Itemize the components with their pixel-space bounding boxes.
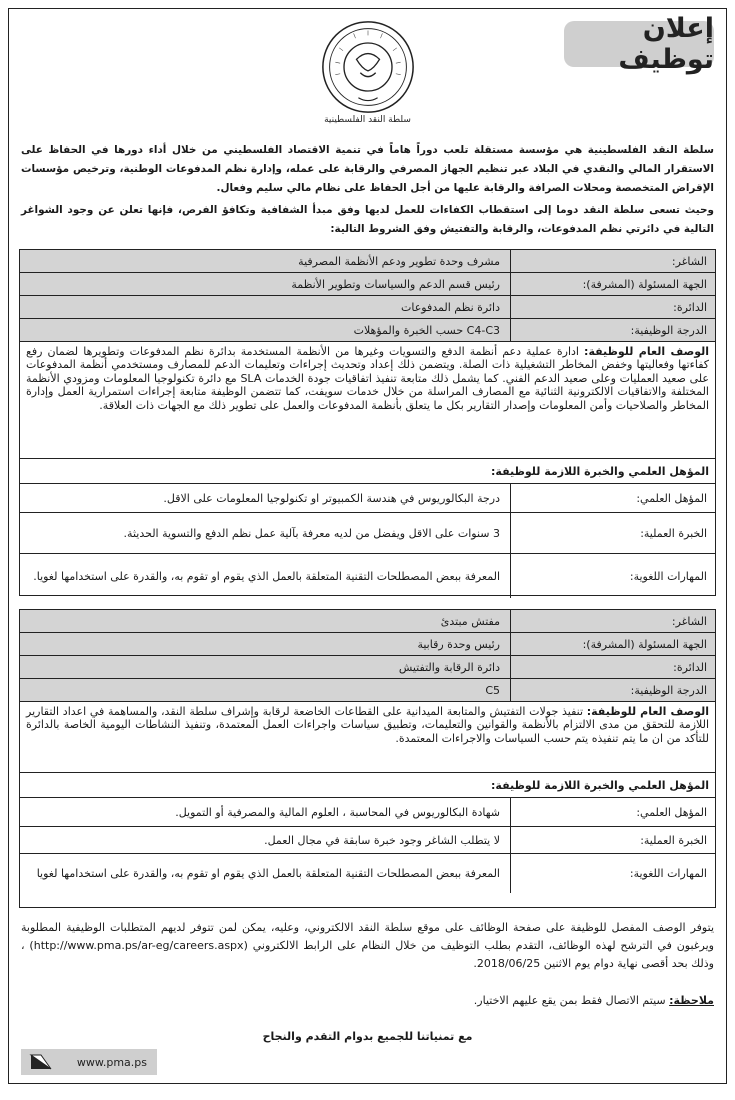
description-text: ادارة عملية دعم أنظمة الدفع والتسويات وغيرها من الأنظمة المستخدمة بدائرة نظم المدفوعات وتطويرها لضمان رفع كفاءتها وفعاليتها وخفض المخاطر التشغيلية ذات الصلة. ويتضمن ذلك إعداد وتحديث إجراءات وتعليمات الدعم للمصارف ومستخدمي أنظمة المدفوعات على صعيد العمليات وعلى صعيد الدعم الفني. كما يشمل ذلك متابعة تنفيذ اتفاقيات جودة الخدمات SLA مع دائرة تكنولوجيا المعلومات ومزودي الأنظمة المختلفة والاتفاقيات الالكترونية الثنائية مع المصارف المراسلة من خلال خدمات سويفت، كما تتضمن الوظيفة متابعة إجراءات استمرارية العمل وإدارة المخاطر والصلاحيات وأمن المعلومات وإصدار التقارير بكل ما يتعلق بأنظمة المدفوعات والعمل على تطوير ذلك مع الجهات ذات العلاقة. (26, 345, 710, 412)
intro-section (21, 141, 714, 242)
skills-value: المعرفة ببعض المصطلحات التقنية المتعلقة بالعمل الذي يقوم او تقوم به، والقدرة على استخدامها لغويا (36, 867, 500, 880)
vacancy-row (20, 610, 715, 633)
vacancy-value: مشرف وحدة تطوير ودعم الأنظمة المصرفية (20, 250, 510, 272)
qualification-heading-row (20, 773, 715, 798)
grade-label: الدرجة الوظيفية: (510, 679, 715, 701)
skills-row (20, 854, 715, 893)
description-text: تنفيذ جولات التفتيش والمتابعة الميدانية على القطاعات الخاضعة لرقابة وإشراف سلطة النقد، والمساهمة في اعداد التقارير اللازمة للتحقق من مدى الالتزام بالأنظمة والقوانين والتعليمات، وتطبيق سياسات واجراءات العمل المعتمدة، وتنفيذ النشاطات اليومية الخاصة بالدائرة للتأكد من ان ما يتم تنفيذه يتم حسب السياسات والاجراءات المعتمدة. (26, 705, 709, 745)
skills-row (20, 554, 715, 598)
education-row (20, 484, 715, 513)
organization-name: سلطة النقد الفلسطينية (324, 115, 411, 125)
grade-label: الدرجة الوظيفية: (510, 319, 715, 341)
department-value: دائرة نظم المدفوعات (20, 296, 510, 318)
qualification-heading: المؤهل العلمي والخبرة اللازمة للوظيفة: (491, 464, 709, 478)
department-value: دائرة الرقابة والتفتيش (20, 656, 510, 678)
experience-label: الخبرة العملية: (510, 513, 715, 553)
grade-row (20, 679, 715, 702)
note (21, 994, 714, 1007)
education-value: شهادة البكالوريوس في المحاسبة ، العلوم المالية والمصرفية أو التمويل. (175, 805, 500, 819)
department-row (20, 296, 715, 319)
department-row (20, 656, 715, 679)
experience-row (20, 513, 715, 554)
vacancy-label: الشاغر: (510, 610, 715, 632)
job-table-2 (19, 609, 716, 908)
skills-label: المهارات اللغوية: (510, 854, 715, 893)
education-value: درجة البكالوريوس في هندسة الكمبيوتر او تكنولوجيا المعلومات على الاقل. (163, 491, 500, 505)
ad-type-badge: إعلان توظيف (564, 21, 714, 67)
closing-wish: مع تمنياتنا للجميع بدوام التقدم والنجاح (262, 1030, 473, 1043)
grade-value: C4-C3 حسب الخبرة والمؤهلات (20, 319, 510, 341)
job-description (20, 702, 715, 772)
department-label: الدائرة: (510, 656, 715, 678)
application-instructions: يتوفر الوصف المفصل للوظيفة على صفحة الوظائف على موقع سلطة النقد الالكتروني، وعليه، يمكن لمن تتوفر لديهم المتطلبات الوظيفية المطلوبة ويرغبون في الترشح لهذه الوظائف، التقدم بطلب التوظيف من خلال النظام على الرابط الالكتروني (http://www.pma.ps/ar-eg/careers.aspx) ، وذلك بحد أقصى نهاية دوام يوم الاثنين 2018/06/25. (21, 921, 714, 970)
job-table-1 (19, 249, 716, 596)
experience-value: لا يتطلب الشاغر وجود خبرة سابقة في مجال العمل. (264, 833, 500, 847)
supervisor-row (20, 633, 715, 656)
vacancy-value: مفتش مبتدئ (20, 610, 510, 632)
department-label: الدائرة: (510, 296, 715, 318)
description-row (20, 702, 715, 773)
website-link[interactable]: www.pma.ps (76, 1055, 147, 1069)
intro-paragraph-1: سلطة النقد الفلسطينية هي مؤسسة مستقلة تلعب دوراً هاماً في تنمية الاقتصاد الفلسطيني من خلال أداء دورها في الحفاظ على الاستقرار المالي والنقدي في البلاد عبر تنظيم الجهاز المصرفي والرقابة على عمله، وإدارة نظم المدفوعات الوطنية، وترخيص مؤسسات الإقراض المتخصصة ومحلات الصرافة والرقابة عليها من أجل الحفاظ على نظام مالي سليم وفعال. (21, 144, 714, 194)
skills-value: المعرفة ببعض المصطلحات التقنية المتعلقة بالعمل الذي يقوم او تقوم به، والقدرة على استخدامها لغويا. (33, 569, 500, 583)
supervisor-row (20, 273, 715, 296)
qualification-heading: المؤهل العلمي والخبرة اللازمة للوظيفة: (491, 778, 709, 792)
description-title: الوصف العام للوظيفة: (586, 705, 710, 718)
supervisor-value: رئيس قسم الدعم والسياسات وتطوير الأنظمة (20, 273, 510, 295)
description-row (20, 342, 715, 459)
intro-paragraph-2: وحيث تسعى سلطة النقد دوما إلى استقطاب الكفاءات للعمل لديها وفق مبدأ الشفافية وتكافؤ الفرص، فإنها تعلن عن وجود الشواغر التالية في دائرتي نظم المدفوعات، والرقابة والتفتيش وفق الشروط التالية: (21, 204, 714, 235)
qualification-heading-row (20, 459, 715, 484)
education-label: المؤهل العلمي: (510, 484, 715, 512)
experience-label: الخبرة العملية: (510, 827, 715, 853)
supervisor-label: الجهة المسئولة (المشرفة): (510, 273, 715, 295)
grade-row (20, 319, 715, 342)
grade-value: C5 (20, 679, 510, 701)
pma-seal-icon (320, 19, 416, 115)
note-label: ملاحظة: (669, 994, 714, 1007)
skills-label: المهارات اللغوية: (510, 554, 715, 598)
supervisor-label: الجهة المسئولة (المشرفة): (510, 633, 715, 655)
job-advertisement-page (8, 8, 727, 1084)
job-description (20, 342, 715, 458)
pma-mark-icon (29, 1053, 53, 1071)
experience-row (20, 827, 715, 854)
description-title: الوصف العام للوظيفة: (584, 345, 710, 358)
education-row (20, 798, 715, 827)
vacancy-row (20, 250, 715, 273)
education-label: المؤهل العلمي: (510, 798, 715, 826)
supervisor-value: رئيس وحدة رقابية (20, 633, 510, 655)
experience-value: 3 سنوات على الاقل ويفضل من لديه معرفة بآلية عمل نظم الدفع والتسوية الحديثة. (123, 526, 500, 540)
vacancy-label: الشاغر: (510, 250, 715, 272)
website-badge[interactable] (21, 1049, 157, 1075)
note-text: سيتم الاتصال فقط بمن يقع عليهم الاختيار. (473, 994, 670, 1007)
